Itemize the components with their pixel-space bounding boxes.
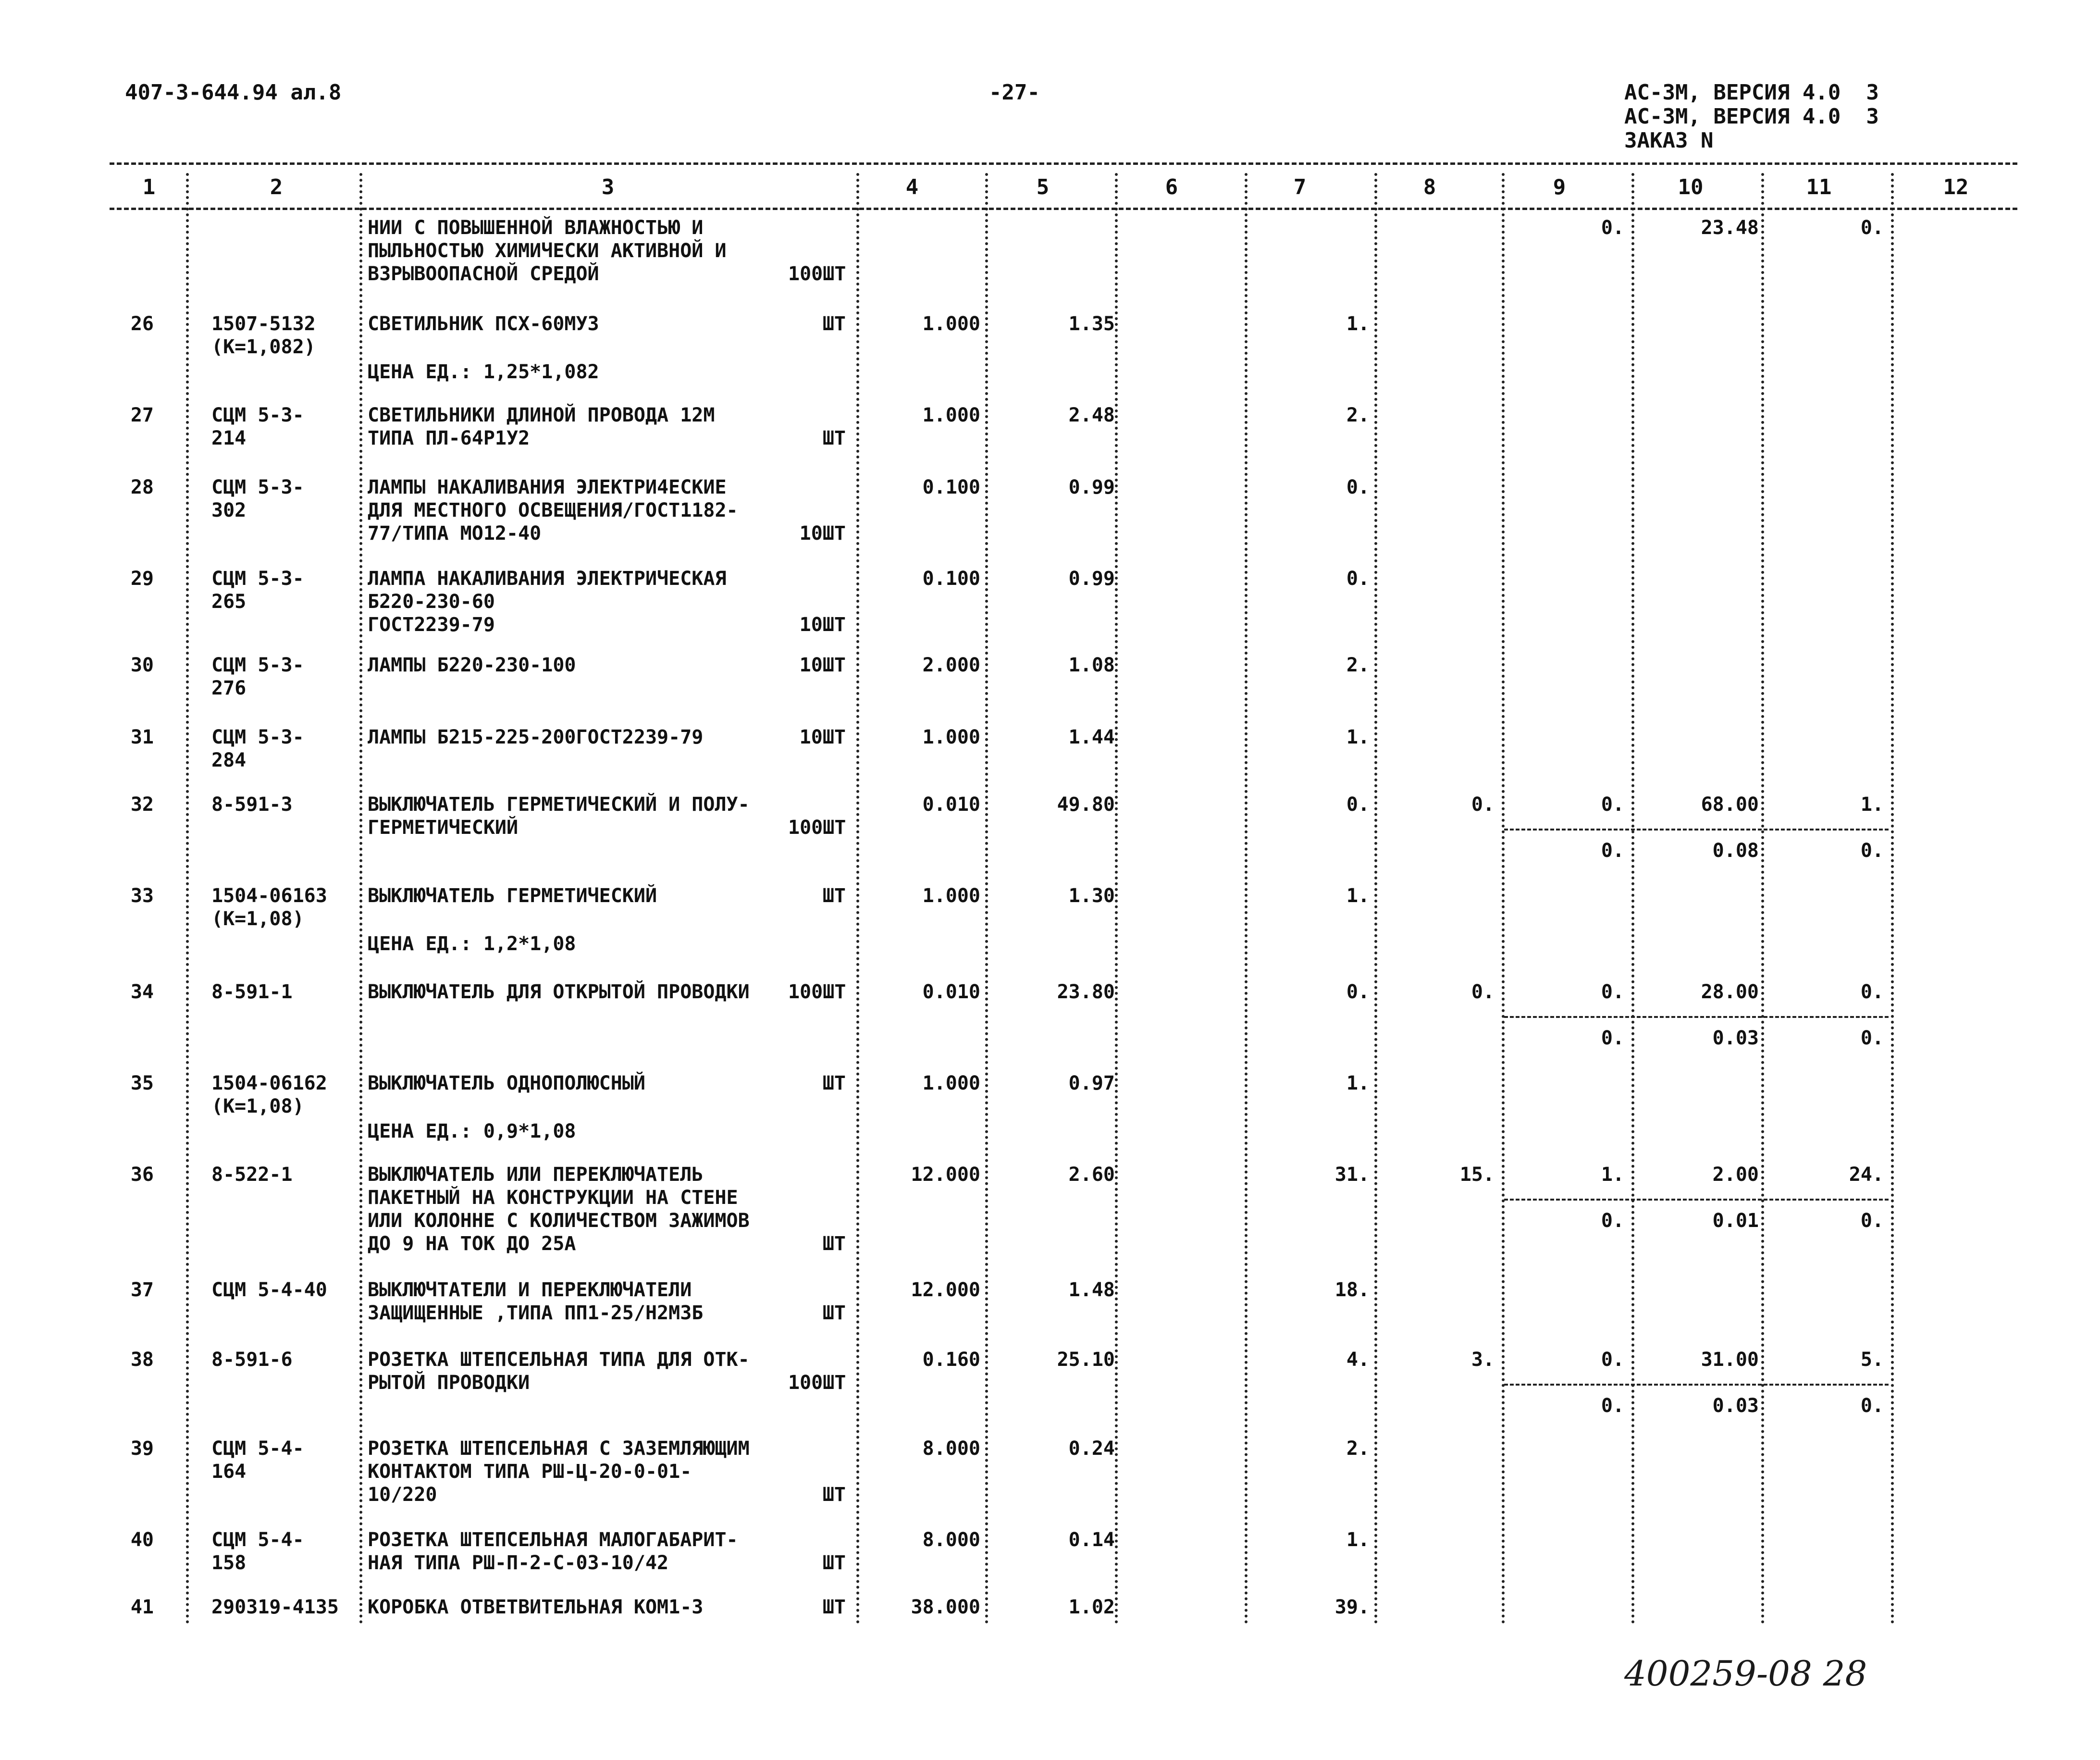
- row-sub-col-9: 0.: [1601, 1027, 1624, 1049]
- row-unit-cost: 1.02: [1068, 1596, 1115, 1618]
- separator-4-5: [985, 173, 988, 1624]
- row-col-10: 31.00: [1701, 1349, 1759, 1371]
- column-header-row: [0, 169, 2100, 203]
- row-unit: 10ШТ: [799, 522, 846, 545]
- row-col-9: 0.: [1601, 981, 1624, 1003]
- column-9: 9: [1553, 175, 1566, 199]
- row-quantity: 38.000: [911, 1596, 980, 1618]
- row-unit: 100ШТ: [788, 1372, 846, 1394]
- row-code-line: СЦМ 5-4-: [211, 1529, 304, 1551]
- row-total-cost: 4.: [1346, 1349, 1370, 1371]
- row-code-line: 302: [211, 499, 247, 521]
- order-line: ЗАКАЗ N: [1624, 128, 1714, 153]
- row-name-line: ЛАМПА НАКАЛИВАНИЯ ЭЛЕКТРИЧЕСКАЯ: [368, 568, 727, 590]
- row-unit: ШТ: [822, 1484, 846, 1506]
- row-number: 41: [130, 1596, 154, 1618]
- row-number: 40: [130, 1529, 154, 1551]
- row-col-11: 0.: [1860, 981, 1884, 1003]
- row-name-line: 10/220: [368, 1484, 437, 1506]
- row-quantity: 1.000: [922, 313, 980, 335]
- row-unit: ШТ: [822, 427, 846, 449]
- row-code-line: 265: [211, 591, 247, 613]
- row-name-line: ИЛИ КОЛОННЕ С КОЛИЧЕСТВОМ ЗАЖИМОВ: [368, 1210, 750, 1232]
- row-name-line: ГЕРМЕТИЧЕСКИЙ: [368, 817, 519, 839]
- row-unit: 10ШТ: [799, 614, 846, 636]
- row-number: 36: [130, 1164, 154, 1186]
- row-total-cost: 39.: [1334, 1596, 1370, 1618]
- row-unit-cost: 1.48: [1068, 1279, 1115, 1301]
- row-unit-price-note: ЦЕНА ЕД.: 1,25*1,082: [368, 361, 599, 383]
- row-name-line: РОЗЕТКА ШТЕПСЕЛЬНАЯ МАЛОГАБАРИТ-: [368, 1529, 738, 1551]
- row-col-10: 23.48: [1701, 217, 1759, 239]
- row-code-line: 214: [211, 427, 247, 449]
- column-11: 11: [1806, 175, 1832, 199]
- row-total-cost: 0.: [1346, 568, 1370, 590]
- row-total-cost: 1.: [1346, 1072, 1370, 1094]
- row-sub-col-10: 0.01: [1712, 1210, 1759, 1232]
- row-code-line: 8-522-1: [211, 1164, 293, 1186]
- row-name-line: КОРОБКА ОТВЕТВИТЕЛЬНАЯ КОМ1-3: [368, 1596, 704, 1618]
- subtotal-divider: [1504, 1016, 1889, 1018]
- row-sub-col-10: 0.03: [1712, 1027, 1759, 1049]
- version-line-2: АС-3М, ВЕРСИЯ 4.0 3: [1624, 104, 1879, 129]
- row-code-line: 290319-4135: [211, 1596, 339, 1618]
- row-name-line: ВЫКЛЮЧАТЕЛЬ ГЕРМЕТИЧЕСКИЙ И ПОЛУ-: [368, 793, 750, 816]
- row-number: 27: [130, 404, 154, 426]
- separator-9-10: [1631, 173, 1634, 1624]
- row-number: 38: [130, 1349, 154, 1371]
- row-col-9: 1.: [1601, 1164, 1624, 1186]
- separator-5-6: [1115, 173, 1118, 1624]
- row-sub-col-11: 0.: [1860, 1210, 1884, 1232]
- row-unit: ШТ: [822, 313, 846, 335]
- row-name-line: РОЗЕТКА ШТЕПСЕЛЬНАЯ ТИПА ДЛЯ ОТК-: [368, 1349, 750, 1371]
- row-name-line: ВЗРЫВООПАСНОЙ СРЕДОЙ: [368, 263, 599, 285]
- row-code-line: СЦМ 5-3-: [211, 568, 304, 590]
- row-unit-cost: 1.35: [1068, 313, 1115, 335]
- row-name-line: 77/ТИПА МО12-40: [368, 522, 542, 545]
- top-rule: [110, 162, 2017, 165]
- row-name-line: НАЯ ТИПА РШ-П-2-С-03-10/42: [368, 1552, 669, 1574]
- row-col-10: 2.00: [1712, 1164, 1759, 1186]
- row-code-line: СЦМ 5-4-: [211, 1438, 304, 1460]
- column-5: 5: [1036, 175, 1050, 199]
- column-2: 2: [270, 175, 283, 199]
- separator-10-11: [1761, 173, 1764, 1624]
- row-quantity: 12.000: [911, 1279, 980, 1301]
- row-name-line: ЛАМПЫ Б215-225-200ГОСТ2239-79: [368, 726, 704, 748]
- row-number: 34: [130, 981, 154, 1003]
- row-unit: ШТ: [822, 885, 846, 907]
- row-name-line: ВЫКЛЮЧАТЕЛЬ ОДНОПОЛЮСНЫЙ: [368, 1072, 645, 1094]
- row-quantity: 0.160: [922, 1349, 980, 1371]
- row-col-8: 15.: [1459, 1164, 1495, 1186]
- separator-7-8: [1374, 173, 1377, 1624]
- row-code-line: 8-591-1: [211, 981, 293, 1003]
- row-total-cost: 0.: [1346, 476, 1370, 498]
- row-name-line: ГОСТ2239-79: [368, 614, 495, 636]
- row-quantity: 0.010: [922, 793, 980, 816]
- row-total-cost: 31.: [1334, 1164, 1370, 1186]
- separator-8-9: [1502, 173, 1505, 1624]
- row-code-line: 1504-06162: [211, 1072, 327, 1094]
- row-sub-col-9: 0.: [1601, 1395, 1624, 1417]
- row-name-line: ПАКЕТНЫЙ НА КОНСТРУКЦИИ НА СТЕНЕ: [368, 1187, 738, 1209]
- row-col-8: 3.: [1471, 1349, 1495, 1371]
- row-name-line: ВЫКЛЮЧАТЕЛЬ ИЛИ ПЕРЕКЛЮЧАТЕЛЬ: [368, 1164, 704, 1186]
- row-total-cost: 1.: [1346, 726, 1370, 748]
- row-number: 37: [130, 1279, 154, 1301]
- row-unit-cost: 1.08: [1068, 654, 1115, 676]
- row-code-line: 8-591-3: [211, 793, 293, 816]
- row-number: 26: [130, 313, 154, 335]
- row-sub-col-9: 0.: [1601, 840, 1624, 862]
- row-unit-cost: 23.80: [1057, 981, 1115, 1003]
- row-quantity: 1.000: [922, 885, 980, 907]
- row-number: 35: [130, 1072, 154, 1094]
- separator-6-7: [1245, 173, 1248, 1624]
- row-unit-cost: 2.60: [1068, 1164, 1115, 1186]
- row-unit: 100ШТ: [788, 263, 846, 285]
- row-quantity: 12.000: [911, 1164, 980, 1186]
- row-name-line: ПЫЛЬНОСТЬЮ ХИМИЧЕСКИ АКТИВНОЙ И: [368, 240, 727, 262]
- row-unit-cost: 49.80: [1057, 793, 1115, 816]
- row-sub-col-10: 0.08: [1712, 840, 1759, 862]
- row-name-line: ДО 9 НА ТОК ДО 25А: [368, 1233, 576, 1255]
- separator-1-2: [186, 173, 189, 1624]
- row-unit: ШТ: [822, 1233, 846, 1255]
- row-number: 31: [130, 726, 154, 748]
- row-unit: ШТ: [822, 1302, 846, 1324]
- row-code-line: 276: [211, 677, 247, 699]
- row-code-line: (К=1,08): [211, 1095, 304, 1117]
- row-col-8: 0.: [1471, 793, 1495, 816]
- document-code: 407-3-644.94 ал.8: [125, 80, 342, 105]
- row-unit-cost: 1.30: [1068, 885, 1115, 907]
- row-unit-cost: 0.97: [1068, 1072, 1115, 1094]
- column-3: 3: [601, 175, 615, 199]
- header-rule: [110, 208, 2017, 210]
- row-col-11: 24.: [1849, 1164, 1884, 1186]
- row-col-9: 0.: [1601, 1349, 1624, 1371]
- row-code-line: СЦМ 5-3-: [211, 404, 304, 426]
- row-code-line: 158: [211, 1552, 247, 1574]
- row-quantity: 0.010: [922, 981, 980, 1003]
- row-code-line: 284: [211, 749, 247, 771]
- row-code-line: (К=1,082): [211, 336, 316, 358]
- row-quantity: 0.100: [922, 476, 980, 498]
- row-col-9: 0.: [1601, 793, 1624, 816]
- column-7: 7: [1293, 175, 1307, 199]
- row-col-11: 1.: [1860, 793, 1884, 816]
- row-name-line: КОНТАКТОМ ТИПА РШ-Ц-20-0-01-: [368, 1461, 692, 1483]
- row-quantity: 1.000: [922, 404, 980, 426]
- row-quantity: 0.100: [922, 568, 980, 590]
- row-col-11: 5.: [1860, 1349, 1884, 1371]
- row-number: 33: [130, 885, 154, 907]
- row-unit-cost: 1.44: [1068, 726, 1115, 748]
- row-number: 30: [130, 654, 154, 676]
- row-unit-price-note: ЦЕНА ЕД.: 1,2*1,08: [368, 933, 576, 955]
- separator-2-3: [359, 173, 362, 1624]
- row-number: 32: [130, 793, 154, 816]
- row-code-line: 1507-5132: [211, 313, 316, 335]
- row-number: 28: [130, 476, 154, 498]
- row-unit: 100ШТ: [788, 981, 846, 1003]
- row-col-10: 28.00: [1701, 981, 1759, 1003]
- row-unit-price-note: ЦЕНА ЕД.: 0,9*1,08: [368, 1120, 576, 1142]
- subtotal-divider: [1504, 1199, 1889, 1201]
- row-code-line: 1504-06163: [211, 885, 327, 907]
- row-col-11: 0.: [1860, 217, 1884, 239]
- row-total-cost: 1.: [1346, 313, 1370, 335]
- separator-3-4: [856, 173, 859, 1624]
- row-total-cost: 0.: [1346, 793, 1370, 816]
- row-code-line: СЦМ 5-4-40: [211, 1279, 327, 1301]
- row-unit-cost: 0.24: [1068, 1438, 1115, 1460]
- row-name-line: ЛАМПЫ Б220-230-100: [368, 654, 576, 676]
- row-name-line: ВЫКЛЮЧТАТЕЛИ И ПЕРЕКЛЮЧАТЕЛИ: [368, 1279, 692, 1301]
- row-sub-col-11: 0.: [1860, 1027, 1884, 1049]
- row-unit: 10ШТ: [799, 654, 846, 676]
- row-code-line: СЦМ 5-3-: [211, 476, 304, 498]
- row-number: 29: [130, 568, 154, 590]
- row-quantity: 1.000: [922, 726, 980, 748]
- row-unit: 10ШТ: [799, 726, 846, 748]
- row-name-line: РЫТОЙ ПРОВОДКИ: [368, 1372, 530, 1394]
- row-name-line: НИИ С ПОВЫШЕННОЙ ВЛАЖНОСТЬЮ И: [368, 217, 704, 239]
- row-total-cost: 2.: [1346, 1438, 1370, 1460]
- row-name-line: ЗАЩИЩЕННЫЕ ,ТИПА ПП1-25/Н2М3Б: [368, 1302, 704, 1324]
- subtotal-divider: [1504, 829, 1889, 830]
- row-name-line: ТИПА ПЛ-64Р1У2: [368, 427, 530, 449]
- row-quantity: 8.000: [922, 1529, 980, 1551]
- row-unit-cost: 0.99: [1068, 568, 1115, 590]
- row-name-line: РОЗЕТКА ШТЕПСЕЛЬНАЯ С ЗАЗЕМЛЯЮЩИМ: [368, 1438, 750, 1460]
- row-quantity: 2.000: [922, 654, 980, 676]
- row-code-line: СЦМ 5-3-: [211, 726, 304, 748]
- row-name-line: ЛАМПЫ НАКАЛИВАНИЯ ЭЛЕКТРИ4ЕСКИЕ: [368, 476, 727, 498]
- column-1: 1: [142, 175, 156, 199]
- row-unit-cost: 0.14: [1068, 1529, 1115, 1551]
- row-unit-cost: 2.48: [1068, 404, 1115, 426]
- row-unit: ШТ: [822, 1596, 846, 1618]
- row-unit: ШТ: [822, 1072, 846, 1094]
- row-code-line: СЦМ 5-3-: [211, 654, 304, 676]
- row-col-8: 0.: [1471, 981, 1495, 1003]
- page-number: -27-: [989, 80, 1040, 105]
- row-code-line: (К=1,08): [211, 908, 304, 930]
- column-12: 12: [1943, 175, 1969, 199]
- column-6: 6: [1165, 175, 1178, 199]
- row-unit-cost: 0.99: [1068, 476, 1115, 498]
- row-name-line: ДЛЯ МЕСТНОГО ОСВЕЩЕНИЯ/ГОСТ1182-: [368, 499, 738, 521]
- row-name-line: ВЫКЛЮЧАТЕЛЬ ДЛЯ ОТКРЫТОЙ ПРОВОДКИ: [368, 981, 750, 1003]
- row-total-cost: 18.: [1334, 1279, 1370, 1301]
- row-col-9: 0.: [1601, 217, 1624, 239]
- row-code-line: 164: [211, 1461, 247, 1483]
- row-unit: 100ШТ: [788, 817, 846, 839]
- row-sub-col-11: 0.: [1860, 840, 1884, 862]
- row-sub-col-11: 0.: [1860, 1395, 1884, 1417]
- row-total-cost: 1.: [1346, 1529, 1370, 1551]
- row-unit-cost: 25.10: [1057, 1349, 1115, 1371]
- row-sub-col-9: 0.: [1601, 1210, 1624, 1232]
- subtotal-divider: [1504, 1384, 1889, 1386]
- row-code-line: 8-591-6: [211, 1349, 293, 1371]
- row-name-line: СВЕТИЛЬНИКИ ДЛИНОЙ ПРОВОДА 12М: [368, 404, 715, 426]
- row-name-line: ВЫКЛЮЧАТЕЛЬ ГЕРМЕТИЧЕСКИЙ: [368, 885, 657, 907]
- column-8: 8: [1423, 175, 1436, 199]
- row-name-line: СВЕТИЛЬНИК ПСХ-60МУ3: [368, 313, 599, 335]
- version-line-1: АС-3М, ВЕРСИЯ 4.0 3: [1624, 80, 1879, 105]
- row-number: 39: [130, 1438, 154, 1460]
- row-total-cost: 0.: [1346, 981, 1370, 1003]
- column-4: 4: [905, 175, 919, 199]
- row-quantity: 8.000: [922, 1438, 980, 1460]
- row-sub-col-10: 0.03: [1712, 1395, 1759, 1417]
- row-total-cost: 2.: [1346, 404, 1370, 426]
- row-total-cost: 1.: [1346, 885, 1370, 907]
- row-col-10: 68.00: [1701, 793, 1759, 816]
- row-unit: ШТ: [822, 1552, 846, 1574]
- row-quantity: 1.000: [922, 1072, 980, 1094]
- row-name-line: Б220-230-60: [368, 591, 495, 613]
- row-total-cost: 2.: [1346, 654, 1370, 676]
- handwritten-signature: 400259-08 28: [1624, 1653, 1867, 1694]
- column-10: 10: [1678, 175, 1704, 199]
- separator-11-12: [1891, 173, 1894, 1624]
